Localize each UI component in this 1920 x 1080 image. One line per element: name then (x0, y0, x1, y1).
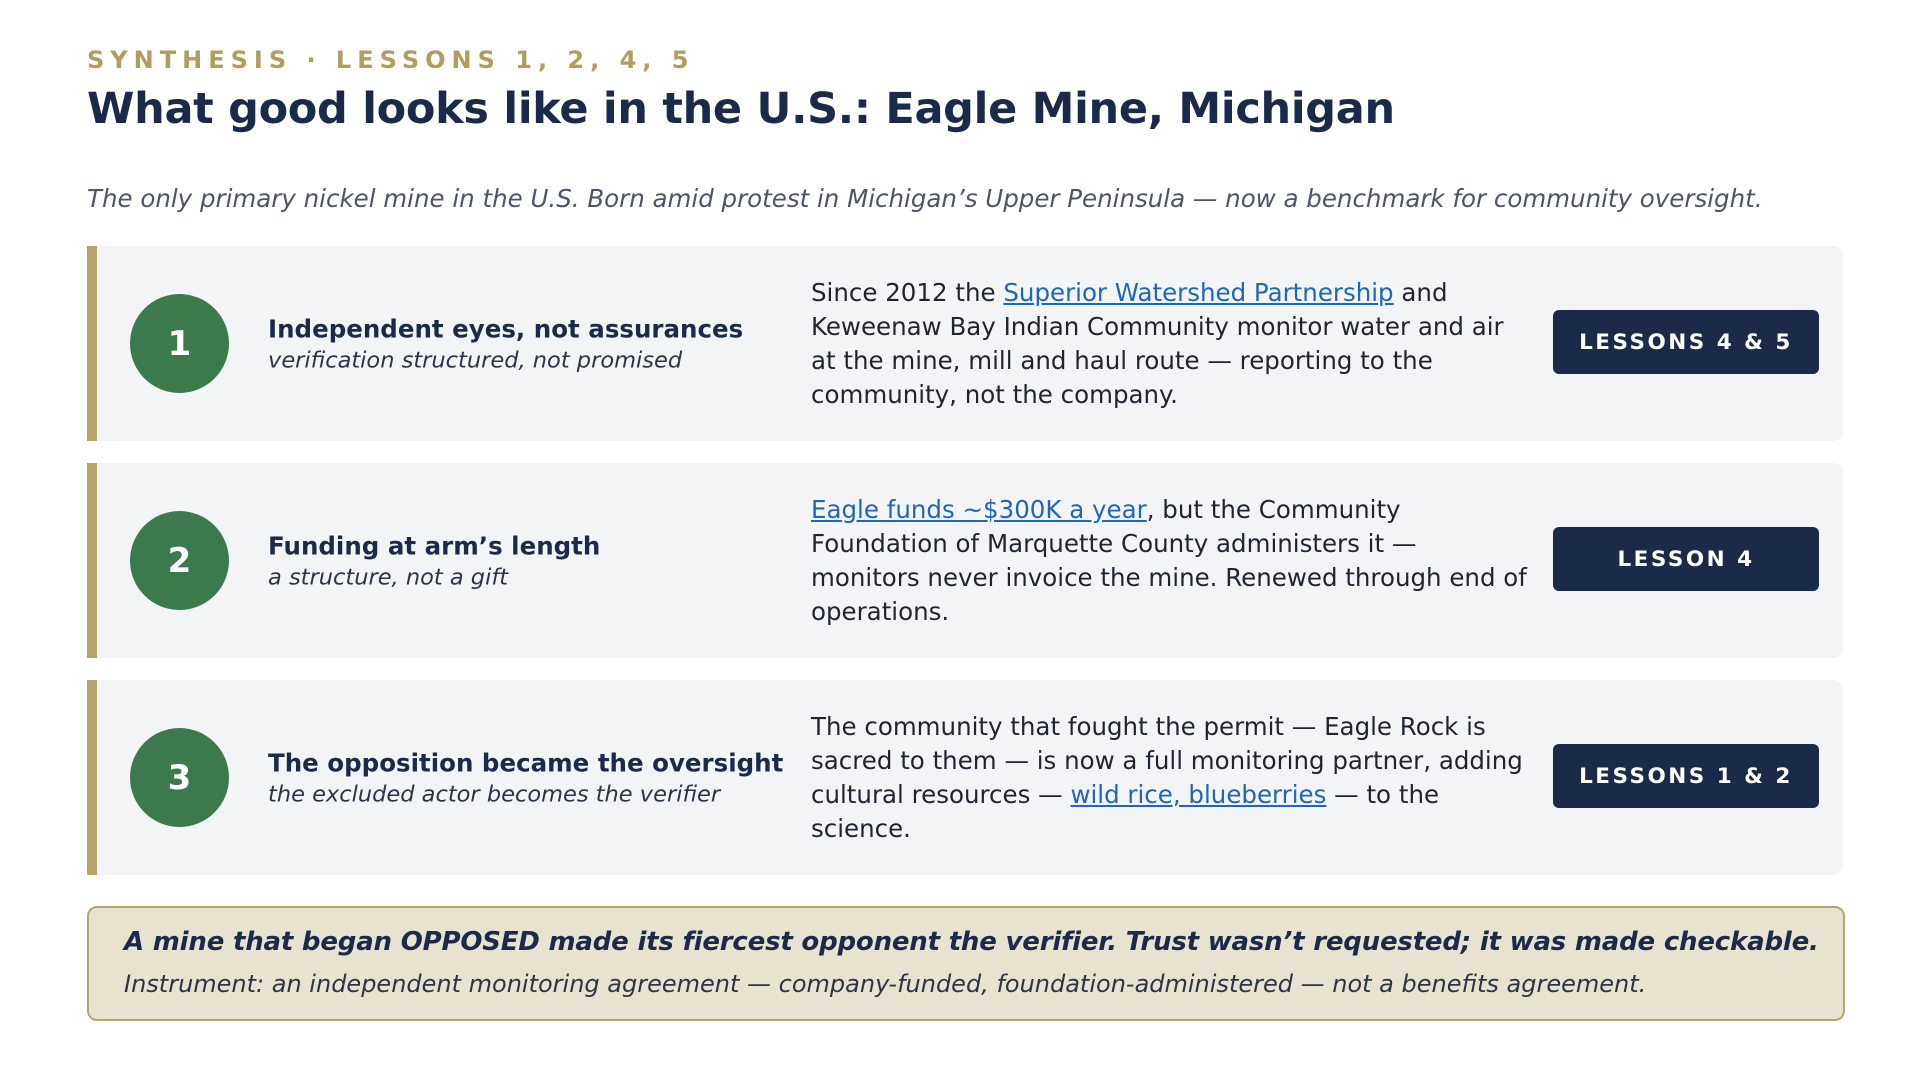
superior-watershed-partnership-link[interactable]: Superior Watershed Partnership (1003, 277, 1394, 307)
card-accent-bar (87, 680, 97, 875)
lessons-badge: LESSONS 4 & 5 (1553, 310, 1819, 374)
card-number-badge: 3 (130, 728, 229, 827)
card-heading (268, 529, 788, 592)
callout-main-text: A mine that began OPPOSED made its fiercest opponent the verifier. Trust wasn’t requested; it was made checkable. (124, 927, 1819, 957)
card-accent-bar (87, 246, 97, 441)
card-title: Independent eyes, not assurances (268, 314, 744, 343)
card-body-text: , but the Community Foundation of Marquette County administers it — monitors never invoice the mine. Renewed through end of operations. (811, 494, 1527, 626)
card-subtitle: verification structured, not promised (268, 347, 683, 373)
card-number-badge: 1 (130, 294, 229, 393)
lesson-card-2 (87, 463, 1843, 658)
eyebrow: SYNTHESIS · LESSONS 1, 2, 4, 5 (87, 46, 695, 74)
card-subtitle: the excluded actor becomes the verifier (268, 781, 721, 807)
lessons-badge: LESSONS 1 & 2 (1553, 744, 1819, 808)
takeaway-callout (87, 906, 1845, 1021)
page-title: What good looks like in the U.S.: Eagle Mine, Michigan (87, 84, 1395, 134)
card-body (811, 493, 1531, 629)
eagle-funds-link[interactable]: Eagle funds ~$300K a year (811, 494, 1147, 524)
card-heading (268, 312, 788, 375)
card-number-badge: 2 (130, 511, 229, 610)
card-body-text: Since 2012 the (811, 277, 1004, 307)
card-heading (268, 746, 788, 809)
card-subtitle: a structure, not a gift (268, 564, 509, 590)
lesson-card-1 (87, 246, 1843, 441)
card-title: Funding at arm’s length (268, 531, 601, 560)
card-title: The opposition became the oversight (268, 748, 784, 777)
card-body-text: The community that fought the permit — Eagle Rock is sacred to them — is now a full monitoring partner, adding cultural resources — (811, 711, 1523, 809)
card-accent-bar (87, 463, 97, 658)
card-body (811, 276, 1531, 412)
page-subtitle: The only primary nickel mine in the U.S. Born amid protest in Michigan’s Upper Peninsula — now a benchmark for community oversight. (87, 184, 1763, 213)
card-body-text: and Keweenaw Bay Indian Community monitor water and air at the mine, mill and haul route — reporting to the community, not the company. (811, 277, 1504, 409)
wild-rice-blueberries-link[interactable]: wild rice, blueberries (1070, 779, 1327, 809)
lessons-badge: LESSON 4 (1553, 527, 1819, 591)
card-body-text: — to the science. (811, 779, 1440, 843)
callout-sub-text: Instrument: an independent monitoring agreement — company-funded, foundation-administered — not a benefits agreement. (124, 970, 1647, 998)
card-body (811, 710, 1531, 846)
lesson-card-3 (87, 680, 1843, 875)
